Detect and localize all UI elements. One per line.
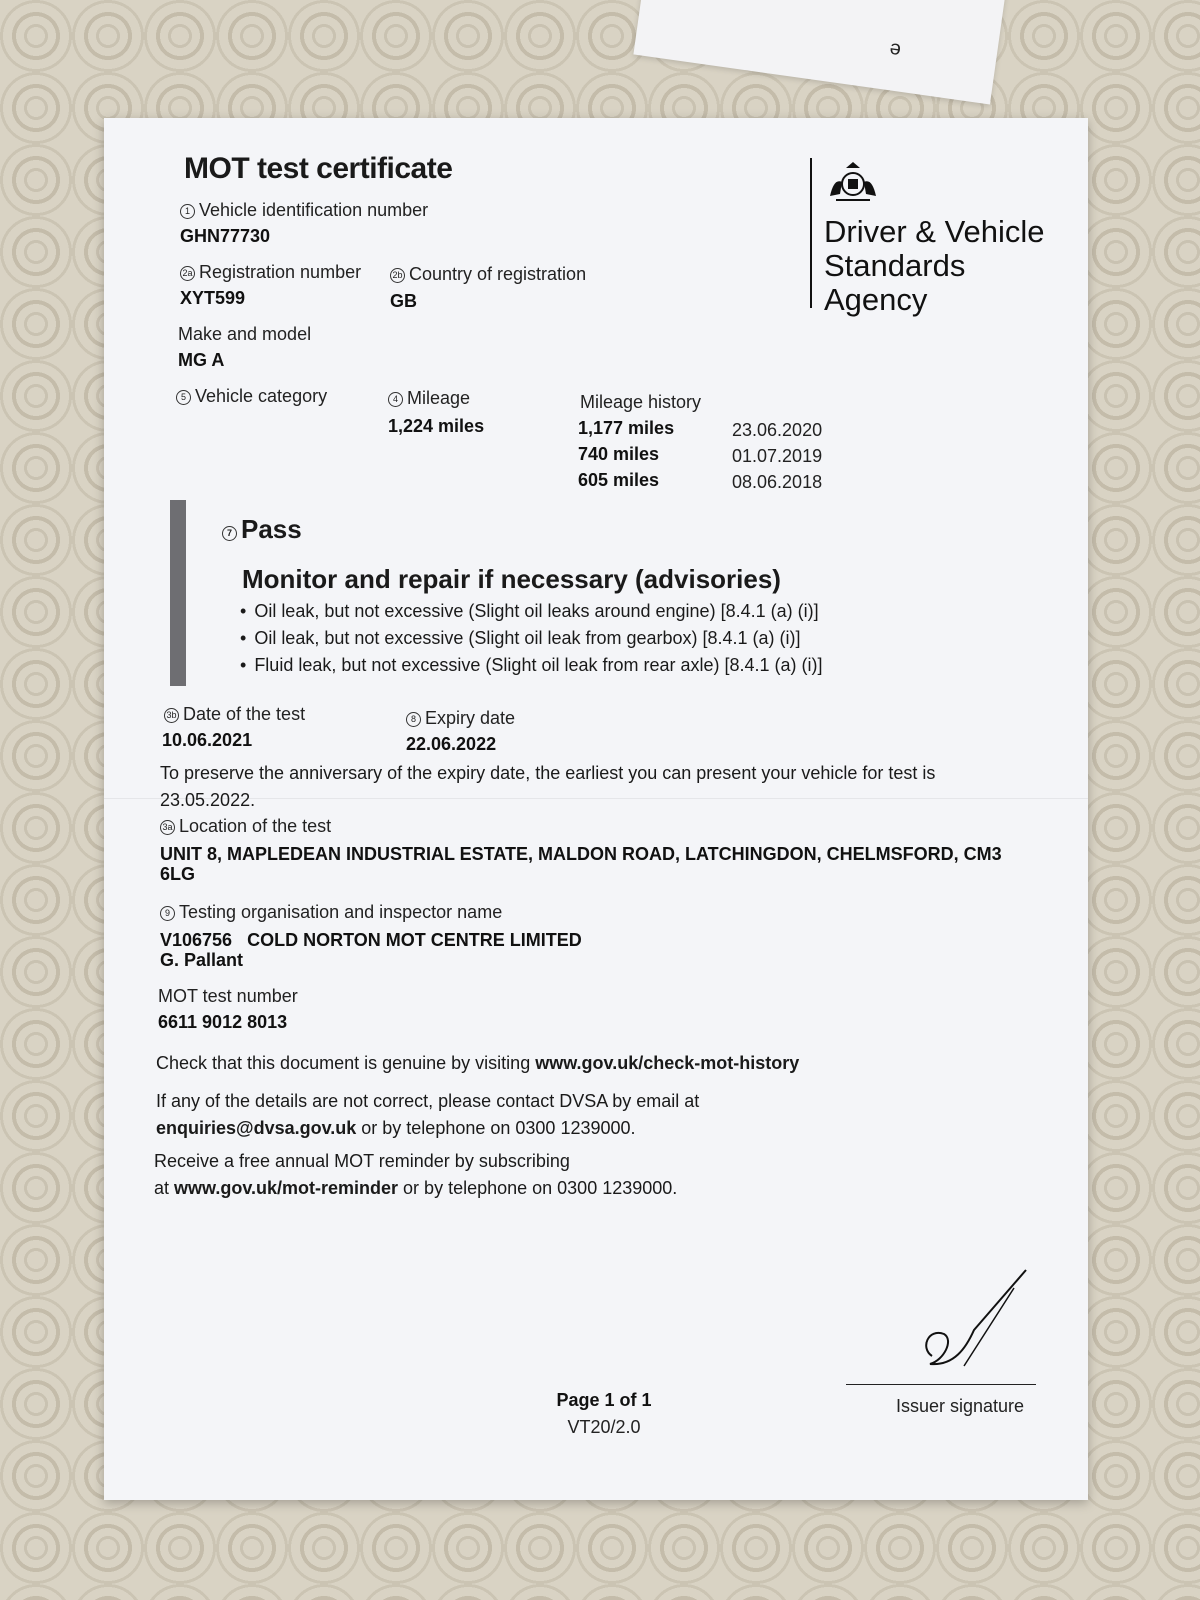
organisation-name: COLD NORTON MOT CENTRE LIMITED	[247, 930, 582, 950]
location-label: 3a Location of the test	[160, 816, 331, 837]
organisation-number-icon: 9	[160, 906, 175, 921]
vin-number-icon: 1	[180, 204, 195, 219]
make-model-value: MG A	[178, 350, 225, 370]
advisories-heading: Monitor and repair if necessary (advisories)	[242, 564, 781, 594]
history-date-3: 08.06.2018	[732, 472, 823, 492]
country-value: GB	[390, 291, 417, 311]
make-model-label: Make and model	[178, 324, 312, 344]
mot-certificate	[104, 118, 1088, 1500]
page-title: MOT test certificate	[184, 152, 453, 185]
advisory-item: • Oil leak, but not excessive (Slight oil leak from gearbox) [8.4.1 (a) (i)]	[240, 625, 823, 652]
mileage-number-icon: 4	[388, 392, 403, 407]
history-date-1: 23.06.2020	[732, 420, 823, 440]
result-bar	[170, 500, 186, 686]
history-date-2: 01.07.2019	[732, 446, 823, 466]
signature-label: Issuer signature	[896, 1396, 1025, 1416]
registration-value: XYT599	[180, 288, 246, 308]
dvsa-name-line2: Standards	[824, 248, 966, 283]
history-miles-3: 605 miles	[578, 470, 660, 490]
location-value	[160, 844, 1002, 884]
result-status: 7 Pass	[222, 514, 302, 545]
category-label: 5 Vehicle category	[176, 386, 327, 407]
mileage-history-label: Mileage history	[580, 392, 702, 412]
test-date-number-icon: 3b	[164, 708, 179, 723]
country-label: 2b Country of registration	[390, 264, 586, 285]
inspector-name: G. Pallant	[160, 950, 244, 970]
expiry-label: 8 Expiry date	[406, 708, 515, 729]
signature-line	[846, 1384, 1036, 1385]
test-date-value: 10.06.2021	[162, 730, 253, 750]
history-miles-2: 740 miles	[578, 444, 660, 464]
test-number-value: 6611 9012 8013	[158, 1012, 288, 1032]
dvsa-name-line1: Driver & Vehicle	[824, 214, 1045, 249]
vin-value: GHN77730	[180, 226, 271, 246]
anniversary-note-line2: 23.05.2022.	[160, 790, 256, 810]
reminder-line1: Receive a free annual MOT reminder by subscribing	[154, 1151, 570, 1171]
mileage-label: 4 Mileage	[388, 388, 470, 409]
advisories-list	[240, 598, 823, 679]
form-code: VT20/2.0	[567, 1417, 641, 1437]
contact-text: If any of the details are not correct, please contact DVSA by email at enquiries@dvsa.gov.uk or by telephone on 0300 1239000.	[156, 1088, 699, 1142]
organisation-label: 9 Testing organisation and inspector name	[160, 902, 502, 923]
test-date-label: 3b Date of the test	[164, 704, 305, 725]
location-line2: 6LG	[160, 864, 196, 884]
category-number-icon: 5	[176, 390, 191, 405]
dvsa-name-line3: Agency	[824, 282, 928, 317]
history-miles-1: 1,177 miles	[578, 418, 675, 438]
contact-line1: If any of the details are not correct, please contact DVSA by email at	[156, 1091, 700, 1111]
check-mot-history-link[interactable]: www.gov.uk/check-mot-history	[535, 1053, 800, 1073]
registration-label: 2a Registration number	[180, 262, 361, 283]
page-footer	[504, 1390, 704, 1438]
background-paper-text: e	[887, 38, 903, 62]
contact-email-link[interactable]: enquiries@dvsa.gov.uk	[156, 1118, 357, 1138]
vin-label: 1 Vehicle identification number	[180, 200, 428, 221]
location-line1: UNIT 8, MAPLEDEAN INDUSTRIAL ESTATE, MALDON ROAD, LATCHINGDON, CHELMSFORD, CM3	[160, 844, 1002, 864]
expiry-value: 22.06.2022	[406, 734, 497, 754]
mot-reminder-link[interactable]: www.gov.uk/mot-reminder	[174, 1178, 399, 1198]
royal-crest-icon	[824, 158, 882, 206]
advisory-item: • Fluid leak, but not excessive (Slight oil leak from rear axle) [8.4.1 (a) (i)]	[240, 652, 823, 679]
mileage-value: 1,224 miles	[388, 416, 485, 436]
anniversary-note	[160, 760, 1060, 814]
page-number: Page 1 of 1	[556, 1390, 652, 1410]
issuer-signature-image	[914, 1268, 1044, 1378]
expiry-number-icon: 8	[406, 712, 421, 727]
result-number-icon: 7	[222, 526, 237, 541]
location-number-icon: 3a	[160, 820, 175, 835]
background-paper	[633, 0, 1006, 104]
anniversary-note-line1: To preserve the anniversary of the expiry date, the earliest you can present your vehicle for test is	[160, 763, 936, 783]
advisory-item: • Oil leak, but not excessive (Slight oil leaks around engine) [8.4.1 (a) (i)]	[240, 598, 823, 625]
organisation-code: V106756	[160, 930, 233, 950]
dvsa-logo	[810, 158, 1045, 317]
reminder-text: Receive a free annual MOT reminder by subscribing at www.gov.uk/mot-reminder or by telephone on 0300 1239000.	[154, 1148, 677, 1202]
test-number-label: MOT test number	[158, 986, 298, 1006]
organisation-value	[160, 930, 582, 970]
check-genuine-text: Check that this document is genuine by visiting www.gov.uk/check-mot-history	[156, 1053, 800, 1073]
registration-number-icon: 2a	[180, 266, 195, 281]
country-number-icon: 2b	[390, 268, 405, 283]
